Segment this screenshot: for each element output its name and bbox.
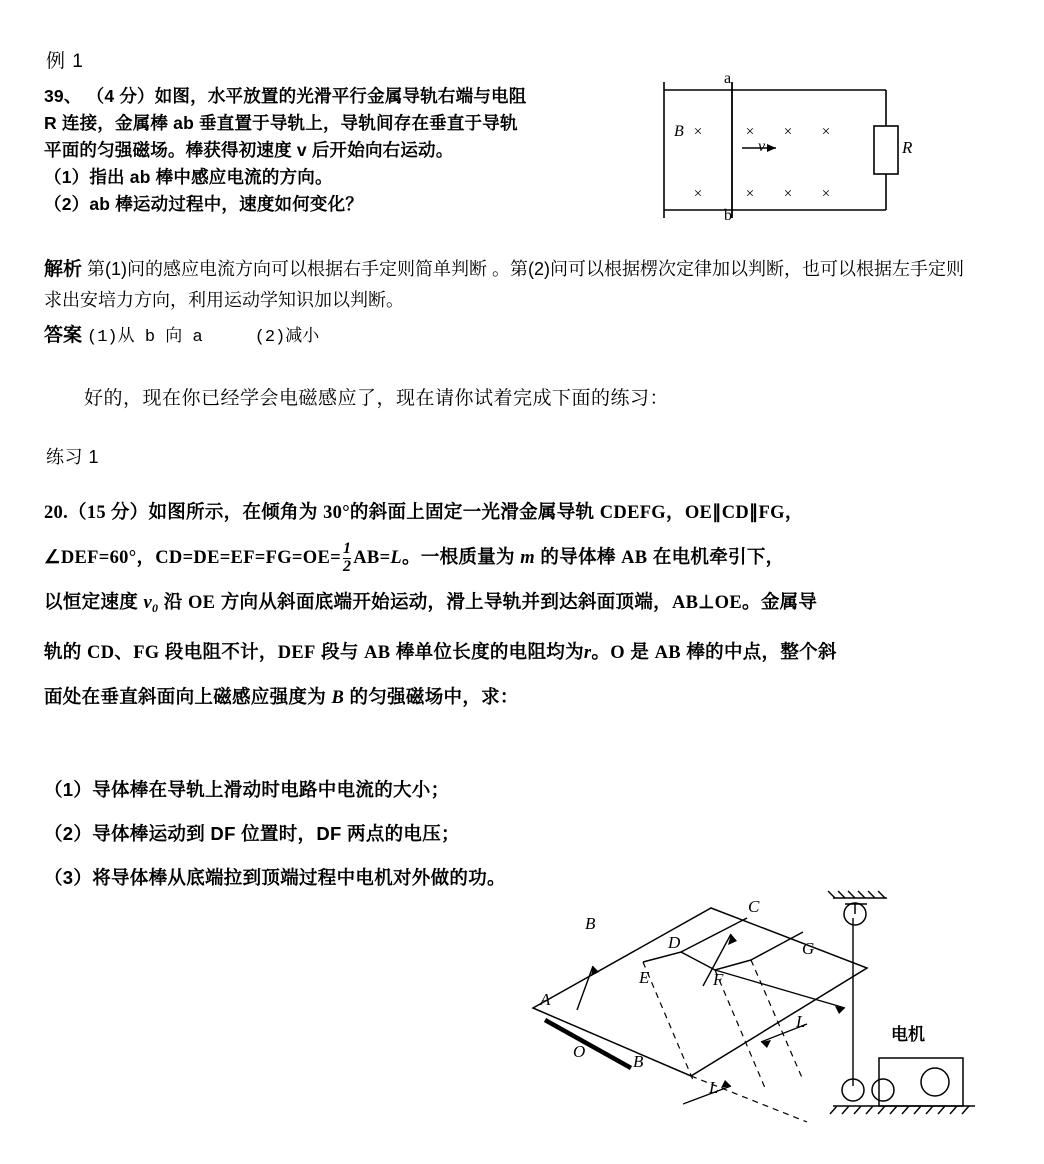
example-circuit-figure (650, 70, 913, 224)
example-line-1: 39、 （4 分）如图，水平放置的光滑平行金属导轨右端与电阻 (44, 86, 527, 106)
practice-question-2: （2）导体棒运动到 DF 位置时，DF 两点的电压； (44, 823, 460, 844)
figure1-label-v: v (758, 138, 766, 155)
svg-text:×: × (693, 186, 703, 202)
practice-questions (44, 768, 1004, 900)
answer-block (44, 320, 319, 347)
figure2-label-D: D (668, 933, 681, 952)
fraction-numerator: 1 (342, 540, 352, 558)
figure2-label-B-rod: B (633, 1052, 644, 1071)
svg-text:×: × (821, 124, 831, 140)
figure1-label-R: R (902, 138, 913, 157)
practice-question-1: （1）导体棒在导轨上滑动时电路中电流的大小； (44, 779, 450, 800)
figure2-label-F: F (713, 970, 724, 989)
svg-text:×: × (745, 124, 755, 140)
analysis-block (44, 254, 979, 316)
svg-text:×: × (821, 186, 831, 202)
practice-question-3: （3）将导体棒从底端拉到顶端过程中电机对外做的功。 (44, 867, 506, 888)
analysis-text: 第(1)问的感应电流方向可以根据右手定则简单判断 。第(2)问可以根据楞次定律加以判断，也可以根据左手定则求出安培力方向，利用运动学知识加以判断。 (44, 259, 965, 310)
practice-inclined-plane-figure (515, 890, 1015, 1140)
practice-line-2: ∠DEF=60°，CD=DE=EF=FG=OE= $\frac{1}{2}$ AB=L。一根质量为 m 的导体棒 AB 在电机牵引下， (44, 540, 785, 575)
figure2-label-L-2: L (709, 1078, 719, 1097)
example-label: 例 1 (46, 51, 84, 72)
example-problem-text (44, 83, 644, 218)
practice-line-4: 轨的 CD、FG 段电阻不计，DEF 段与 AB 棒单位长度的电阻均为r。O 是 AB 棒的中点，整个斜 (44, 641, 837, 663)
figure2-label-motor: 电机 (891, 1025, 925, 1044)
practice-line-3: 以恒定速度 $v_0$ 沿 OE 方向从斜面底端开始运动，滑上导轨并到达斜面顶端，AB⊥OE。金属导 (44, 591, 818, 615)
example-line-2: R 连接，金属棒 ab 垂直置于导轨上，导轨间存在垂直于导轨 (44, 113, 518, 133)
answer-part-2: (2)减小 (254, 328, 320, 347)
answer-keyword: 答案 (44, 325, 83, 346)
fraction-denominator: 2 (342, 558, 352, 575)
figure1-label-a: a (724, 70, 732, 87)
example-line-5: （2）ab 棒运动过程中，速度如何变化？ (44, 194, 364, 214)
practice-line-5: 面处在垂直斜面向上磁感应强度为 B 的匀强磁场中，求： (44, 686, 519, 708)
example-line-4: （1）指出 ab 棒中感应电流的方向。 (44, 167, 333, 187)
figure1-label-B: B (674, 123, 684, 140)
example-line-3: 平面的匀强磁场。棒获得初速度 v 后开始向右运动。 (44, 140, 454, 160)
figure2-label-L-1: L (796, 1012, 806, 1031)
figure2-label-C: C (748, 897, 760, 916)
svg-text:×: × (783, 186, 793, 202)
practice-line-1: 20.（15 分）如图所示，在倾角为 30°的斜面上固定一光滑金属导轨 CDEFG，OE∥CD∥FG， (44, 501, 804, 523)
figure2-label-A: A (540, 990, 551, 1009)
practice-problem-text (44, 490, 1004, 720)
figure2-label-O: O (573, 1042, 586, 1061)
analysis-keyword: 解析 (44, 259, 83, 280)
svg-text:×: × (745, 186, 755, 202)
figure1-label-b: b (724, 207, 732, 224)
answer-part-1: (1)从 b 向 a (87, 328, 203, 347)
practice-label: 练习 1 (46, 447, 100, 467)
figure2-label-G: G (802, 939, 815, 958)
svg-text:×: × (783, 124, 793, 140)
bridge-text: 好的，现在你已经学会电磁感应了，现在请你试着完成下面的练习： (84, 388, 670, 409)
svg-text:×: × (693, 124, 703, 140)
figure2-label-B-field: B (585, 914, 596, 933)
figure2-label-E: E (639, 968, 650, 987)
